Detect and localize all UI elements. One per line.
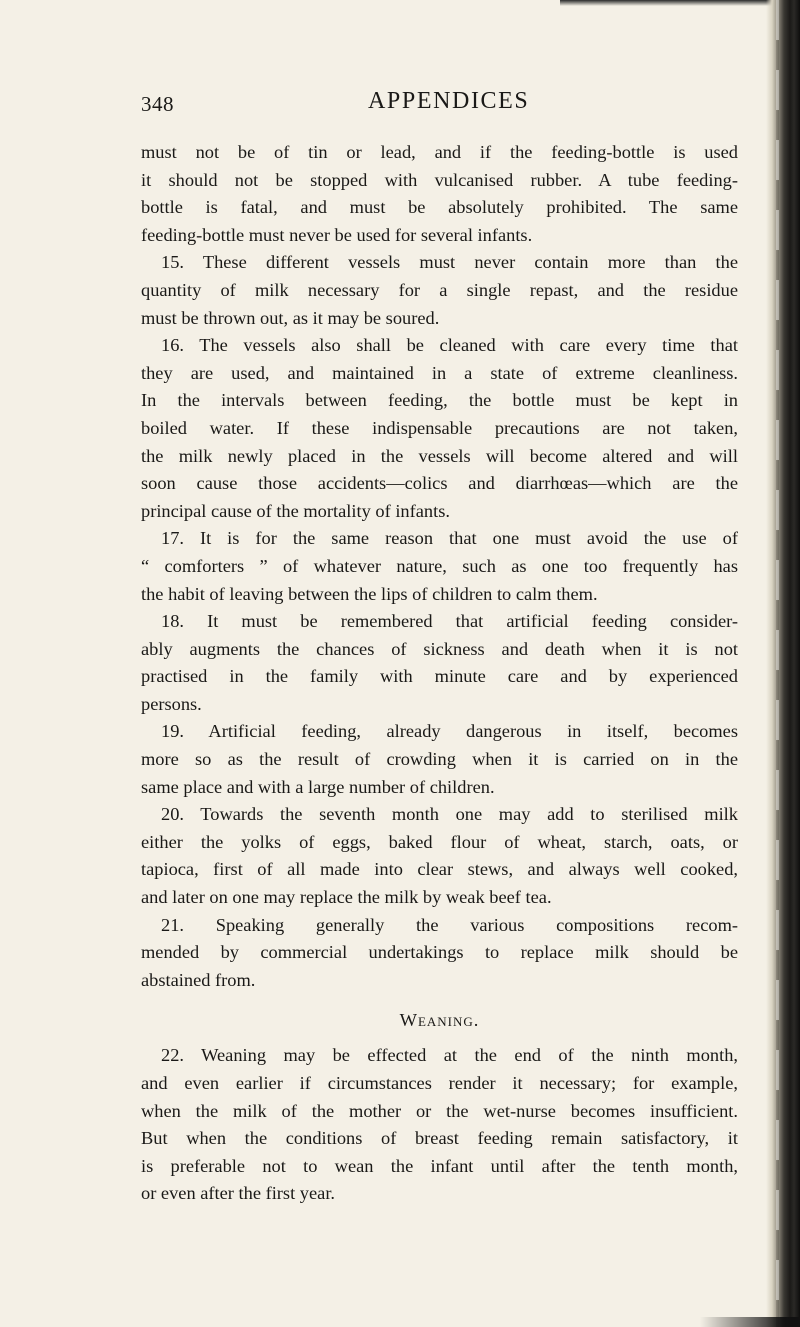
text-line: mended by commercial undertakings to replace milk should be <box>141 942 738 963</box>
text-line: tapioca, first of all made into clear stews, and always well cooked, <box>141 859 738 880</box>
text-line: quantity of milk necessary for a single repast, and the residue <box>141 279 738 300</box>
page-edge-top-shadow <box>560 0 800 6</box>
text-line: the habit of leaving between the lips of children to calm them. <box>141 583 598 604</box>
paragraph-17-start: 17. It is for the same reason that one must avoid the use of <box>161 528 738 549</box>
text-line: In the intervals between feeding, the bottle must be kept in <box>141 390 738 411</box>
paragraph-21-start: 21. Speaking generally the various compositions recom- <box>161 914 738 935</box>
paragraph-20-start: 20. Towards the seventh month one may add to sterilised milk <box>161 804 738 825</box>
text-line: feeding-bottle must never be used for several infants. <box>141 224 533 245</box>
book-spine-edge <box>766 0 800 1327</box>
text-line: it should not be stopped with vulcanised rubber. A tube feeding- <box>141 169 738 190</box>
paragraph-18-start: 18. It must be remembered that artificial feeding consider- <box>161 611 738 632</box>
text-line: soon cause those accidents—colics and diarrhœas—which are the <box>141 473 738 494</box>
paragraph-15-start: 15. These different vessels must never contain more than the <box>161 252 738 273</box>
text-line: bottle is fatal, and must be absolutely prohibited. The same <box>141 197 738 218</box>
text-line: persons. <box>141 693 202 714</box>
body-text <box>141 139 738 1208</box>
running-title: APPENDICES <box>368 88 530 114</box>
text-line: they are used, and maintained in a state of extreme cleanliness. <box>141 362 738 383</box>
text-line: But when the conditions of breast feeding remain satisfactory, it <box>141 1128 738 1149</box>
text-line: same place and with a large number of children. <box>141 776 495 797</box>
section-heading-weaning: Weaning. <box>399 1010 480 1031</box>
text-line: “ comforters ” of whatever nature, such as one too frequently has <box>141 555 738 576</box>
page-number: 348 <box>141 92 174 116</box>
page-bottom-shadow <box>700 1317 800 1327</box>
text-line: is preferable not to wean the infant until after the tenth month, <box>141 1155 738 1176</box>
text-line: abstained from. <box>141 969 256 990</box>
text-line: and later on one may replace the milk by weak beef tea. <box>141 887 552 908</box>
text-line: boiled water. If these indispensable precautions are not taken, <box>141 417 738 438</box>
text-line: practised in the family with minute care and by experienced <box>141 666 738 687</box>
paragraph-19-start: 19. Artificial feeding, already dangerous in itself, becomes <box>161 721 738 742</box>
paragraph-16-start: 16. The vessels also shall be cleaned with care every time that <box>161 335 738 356</box>
text-line: or even after the first year. <box>141 1183 336 1204</box>
text-line: and even earlier if circumstances render it necessary; for example, <box>141 1073 738 1093</box>
text-line: principal cause of the mortality of infants. <box>141 500 450 521</box>
text-line: more so as the result of crowding when it is carried on in the <box>141 749 738 770</box>
text-line: ably augments the chances of sickness and death when it is not <box>141 638 738 659</box>
running-header <box>0 88 800 128</box>
text-line: must not be of tin or lead, and if the feeding-bottle is used <box>141 142 738 162</box>
text-line: must be thrown out, as it may be soured. <box>141 307 440 328</box>
paragraph-22-start: 22. Weaning may be effected at the end of the ninth month, <box>161 1045 738 1066</box>
text-line: the milk newly placed in the vessels will become altered and will <box>141 445 738 466</box>
text-line: either the yolks of eggs, baked flour of wheat, starch, oats, or <box>141 831 738 852</box>
text-line: when the milk of the mother or the wet-nurse becomes insufficient. <box>141 1100 738 1121</box>
